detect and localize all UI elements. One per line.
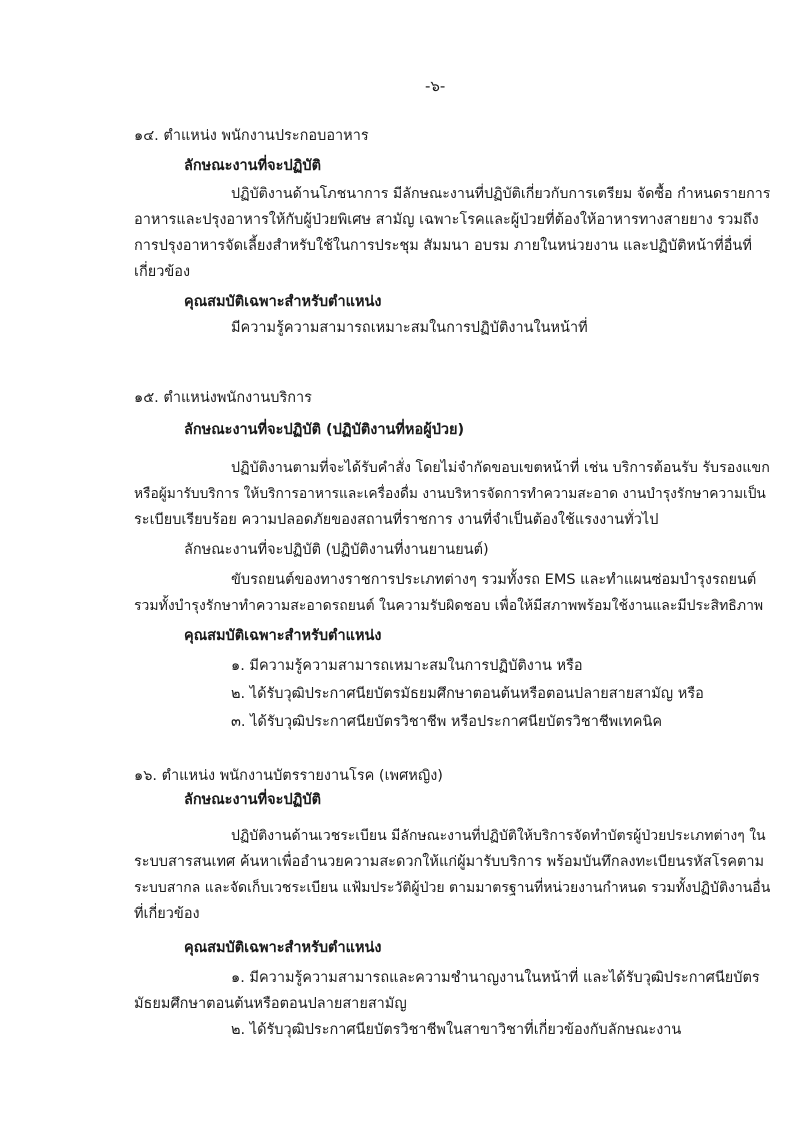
- section-15-qual-item: ๓. ได้รับวุฒิประกาศนียบัตรวิชาชีพ หรือประกาศนียบัตรวิชาชีพเทคนิค: [231, 714, 663, 730]
- section-14-heading: ๑๔. ตำแหน่ง พนักงานประกอบอาหาร: [134, 128, 369, 144]
- section-14-duty-line: อาหารและปรุงอาหารให้กับผู้ป่วยพิเศษ สามัญ เฉพาะโรคและผู้ป่วยที่ต้องให้อาหารทางสายยาง รวมถึง: [134, 212, 759, 228]
- section-15-qual-title: คุณสมบัติเฉพาะสำหรับตำแหน่ง: [184, 628, 382, 644]
- section-14-qual-line: มีความรู้ความสามารถเหมาะสมในการปฏิบัติงานในหน้าที่: [231, 320, 588, 336]
- section-16-qual-line: ๑. มีความรู้ความสามารถและความชำนาญงานในหน้าที่ และได้รับวุฒิประกาศนียบัตร: [231, 970, 760, 986]
- section-16-duty-line: ระบบสารสนเทศ ค้นหาเพื่ออำนวยความสะดวกให้แก่ผู้มารับบริการ พร้อมบันทึกลงทะเบียนรหัสโรคตาม: [134, 854, 765, 870]
- page-number: -๖-: [425, 77, 446, 95]
- section-16-qual-title: คุณสมบัติเฉพาะสำหรับตำแหน่ง: [184, 940, 382, 956]
- section-14-qual-title: คุณสมบัติเฉพาะสำหรับตำแหน่ง: [184, 294, 382, 310]
- section-16-qual-line: มัธยมศึกษาตอนต้นหรือตอนปลายสายสามัญ: [134, 996, 407, 1012]
- section-16-duty-line: ปฏิบัติงานด้านเวชระเบียน มีลักษณะงานที่ปฏิบัติให้บริการจัดทำบัตรผู้ป่วยประเภทต่างๆ ใน: [231, 828, 766, 844]
- section-15-duty1-title: ลักษณะงานที่จะปฏิบัติ (ปฏิบัติงานที่หอผู้ป่วย): [184, 422, 465, 438]
- section-16-qual-line: ๒. ได้รับวุฒิประกาศนียบัตรวิชาชีพในสาขาวิชาที่เกี่ยวข้องกับลักษณะงาน: [231, 1022, 682, 1038]
- section-15-duty2-line: ขับรถยนต์ของทางราชการประเภทต่างๆ รวมทั้งรถ EMS และทำแผนซ่อมบำรุงรถยนต์: [231, 572, 757, 588]
- section-14-duty-line: การปรุงอาหารจัดเลี้ยงสำหรับใช้ในการประชุม สัมมนา อบรม ภายในหน่วยงาน และปฏิบัติหน้าที่อื่นที่: [134, 238, 752, 254]
- section-15-duty1-line: ระเบียบเรียบร้อย ความปลอดภัยของสถานที่ราชการ งานที่จำเป็นต้องใช้แรงงานทั่วไป: [134, 512, 659, 528]
- section-15-duty1-line: หรือผู้มารับบริการ ให้บริการอาหารและเครื่องดื่ม งานบริหารจัดการทำความสะอาด งานบำรุงรักษาความเป็น: [134, 486, 766, 502]
- section-15-qual-item: ๒. ได้รับวุฒิประกาศนียบัตรมัธยมศึกษาตอนต้นหรือตอนปลายสายสามัญ หรือ: [231, 686, 704, 702]
- section-16-duty-line: ระบบสากล และจัดเก็บเวชระเบียน แฟ้มประวัติผู้ป่วย ตามมาตรฐานที่หน่วยงานกำหนด รวมทั้งปฏิบัติงานอื่น: [134, 880, 771, 896]
- section-14-duty-line: เกี่ยวข้อง: [134, 264, 191, 280]
- section-15-duty1-line: ปฏิบัติงานตามที่จะได้รับคำสั่ง โดยไม่จำกัดขอบเขตหน้าที่ เช่น บริการต้อนรับ รับรองแขก: [231, 460, 770, 476]
- section-16-heading: ๑๖. ตำแหน่ง พนักงานบัตรรายงานโรค (เพศหญิง): [134, 768, 443, 784]
- section-15-duty2-line: รวมทั้งบำรุงรักษาทำความสะอาดรถยนต์ ในความรับผิดชอบ เพื่อให้มีสภาพพร้อมใช้งานและมีประสิทธิภาพ: [134, 598, 764, 614]
- section-14-duty-title: ลักษณะงานที่จะปฏิบัติ: [184, 158, 321, 174]
- section-15-qual-item: ๑. มีความรู้ความสามารถเหมาะสมในการปฏิบัติงาน หรือ: [231, 658, 583, 674]
- section-15-duty2-title: ลักษณะงานที่จะปฏิบัติ (ปฏิบัติงานที่งานยานยนต์): [184, 542, 489, 558]
- section-15-heading: ๑๕. ตำแหน่งพนักงานบริการ: [134, 390, 312, 406]
- section-16-duty-line: ที่เกี่ยวข้อง: [134, 906, 200, 922]
- section-14-duty-line: ปฏิบัติงานด้านโภชนาการ มีลักษณะงานที่ปฏิบัติเกี่ยวกับการเตรียม จัดซื้อ กำหนดรายการ: [231, 186, 771, 202]
- section-16-duty-title: ลักษณะงานที่จะปฏิบัติ: [184, 792, 321, 808]
